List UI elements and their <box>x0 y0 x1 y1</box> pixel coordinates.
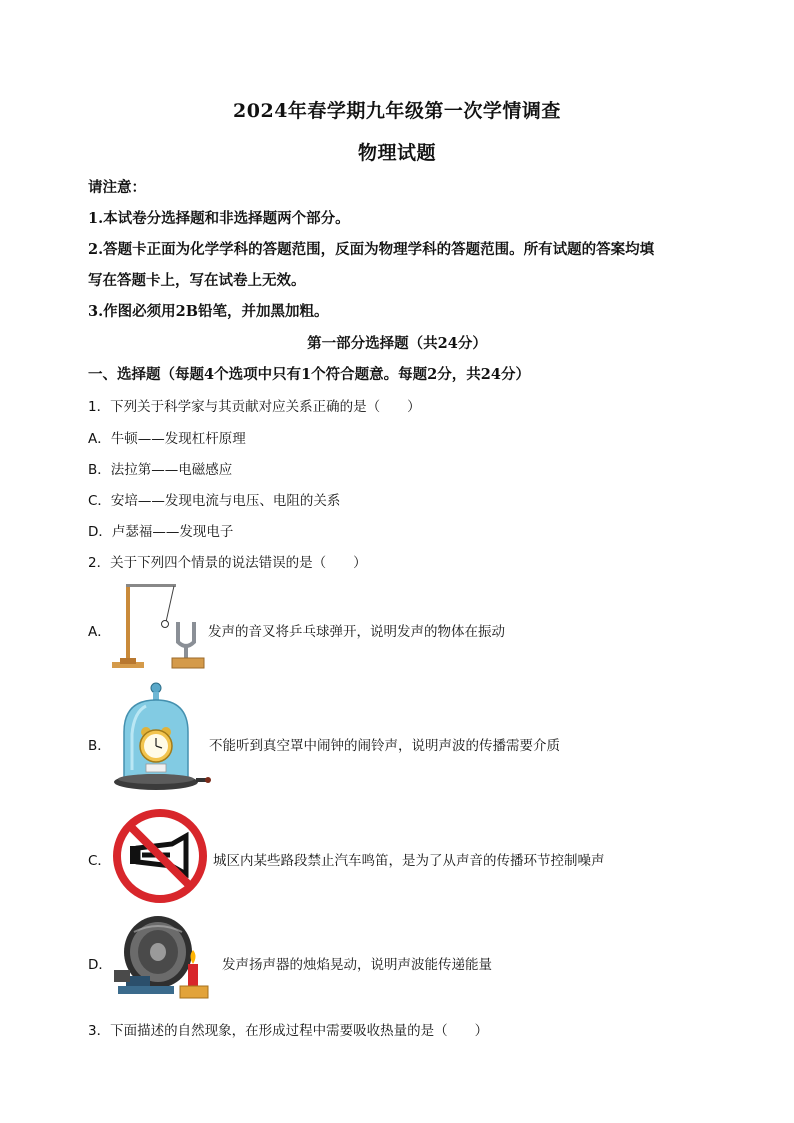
exam-subject: 物理试题 <box>357 142 436 164</box>
option-d: D．卢瑟福——发现电子 <box>88 524 234 540</box>
option-b-text: 不能听到真空罩中闹钟的闹铃声，说明声波的传播需要介质 <box>209 738 560 754</box>
option-a-label: A． <box>88 624 111 640</box>
tuning-fork-pingpong-icon <box>108 580 208 676</box>
notice-item: 3.作图必须用2B铅笔，并加黑加粗。 <box>88 303 329 320</box>
option-b-label: B． <box>88 738 111 754</box>
notice-item: 2.答题卡正面为化学学科的答题范围，反面为物理学科的答题范围。所有试题的答案均填 <box>88 241 655 258</box>
option-c-text: 城区内某些路段禁止汽车鸣笛，是为了从声音的传播环节控制噪声 <box>213 853 605 869</box>
option-c: C．安培——发现电流与电压、电阻的关系 <box>88 493 341 509</box>
exam-title: 2024年春学期九年级第一次学情调查 <box>233 100 561 122</box>
question-stem: 3．下面描述的自然现象，在形成过程中需要吸收热量的是（ ） <box>88 1023 489 1039</box>
question-stem: 2．关于下列四个情景的说法错误的是（ ） <box>88 555 367 571</box>
option-d-label: D． <box>88 957 112 973</box>
question-stem: 1．下列关于科学家与其贡献对应关系正确的是（ ） <box>88 399 421 415</box>
notice-item: 1.本试卷分选择题和非选择题两个部分。 <box>88 210 350 227</box>
option-d-text: 发声扬声器的烛焰晃动，说明声波能传递能量 <box>222 957 492 973</box>
part1-instruction: 一、选择题（每题4个选项中只有1个符合题意。每题2分，共24分） <box>88 366 530 383</box>
option-a-text: 发声的音叉将乒乓球弹开，说明发声的物体在振动 <box>208 624 505 640</box>
part1-heading: 第一部分选择题（共24分） <box>307 335 487 352</box>
no-horn-sign-icon <box>112 808 208 904</box>
option-b: B．法拉第——电磁感应 <box>88 462 233 478</box>
speaker-candle-icon <box>112 910 216 1006</box>
notice-heading: 请注意： <box>88 179 146 196</box>
alarm-clock-bell-jar-icon <box>112 682 212 800</box>
option-a: A．牛顿——发现杠杆原理 <box>88 431 246 447</box>
option-c-label: C． <box>88 853 111 869</box>
notice-item: 写在答题卡上，写在试卷上无效。 <box>88 272 306 289</box>
